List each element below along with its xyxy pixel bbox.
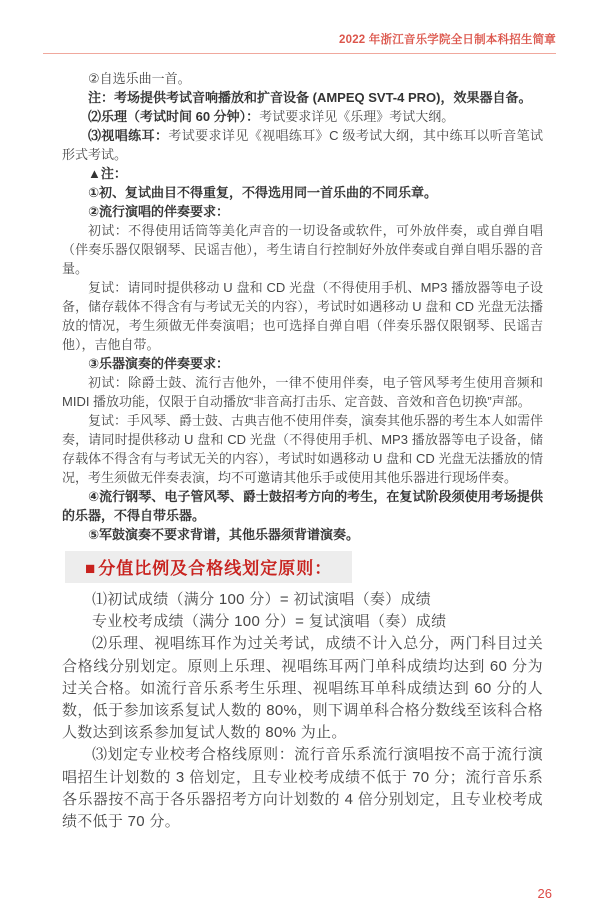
document-title: 2022 年浙江音乐学院全日制本科招生简章 xyxy=(339,34,556,46)
paragraph: 专业校考成绩（满分 100 分）= 复试演唱（奏）成绩 xyxy=(92,613,447,631)
section-heading-label: 分值比例及合格线划定原则： xyxy=(98,559,333,578)
paragraph: ⑤军鼓演奏不要求背谱，其他乐器须背谱演奏。 xyxy=(88,527,360,542)
paragraph: ⑵乐理、视唱练耳作为过关考试，成绩不计入总分，两门科目过关合格线分别划定。原则上乐理、视唱练耳两门单科成绩均达到 60 分为过关合格。如流行音乐系考生乐理、视唱练耳单科成绩达到 60 分的人数，低于参加该系复试人数的 80%，则下调单科合格分数线至该科合格人数达到该系参加复试人数的 80% 为止。 xyxy=(62,635,543,742)
paragraph: ③乐器演奏的伴奏要求： xyxy=(88,356,230,371)
paragraph: ⑵乐理（考试时间 60 分钟）：考试要求详见《乐理》考试大纲。 xyxy=(88,109,455,124)
page-number: 26 xyxy=(537,886,552,901)
square-bullet-icon: ■ xyxy=(85,559,97,578)
paragraph: 注：考场提供考试音响播放和扩音设备 (AMPEQ SVT-4 PRO)，效果器自备。 xyxy=(88,90,532,105)
paragraph: 复试：请同时提供移动 U 盘和 CD 光盘（不得使用手机、MP3 播放器等电子设备，储存载体不得含有与考试无关的内容），考试时如遇移动 U 盘和 CD 光盘无法播放的情况，考生须做无伴奏演唱；也可选择自弹自唱（伴奏乐器仅限钢琴、民谣吉他），吉他自带。 xyxy=(62,280,543,352)
paragraph: ②流行演唱的伴奏要求： xyxy=(88,204,230,219)
paragraph: 初试：不得使用话筒等美化声音的一切设备或软件，可外放伴奏，或自弹自唱（伴奏乐器仅限钢琴、民谣吉他），考生请自行控制好外放伴奏或自弹自唱乐器的音量。 xyxy=(62,223,543,276)
section-heading xyxy=(65,551,352,583)
paragraph: ⑶视唱练耳：考试要求详见《视唱练耳》C 级考试大纲，其中练耳以听音笔试形式考试。 xyxy=(62,128,543,162)
section-heading-row xyxy=(65,551,543,583)
paragraph: 复试：手风琴、爵士鼓、古典吉他不使用伴奏，演奏其他乐器的考生本人如需伴奏，请同时提供移动 U 盘和 CD 光盘（不得使用手机、MP3 播放器等电子设备，储存载体不得含有与考试无关的内容），考试时如遇移动 U 盘和 CD 光盘无法播放的情况，考生须做无伴奏表演，均不可邀请其他乐手或使用其他乐器进行现场伴奏。 xyxy=(62,413,544,485)
paragraph: ▲注： xyxy=(88,166,127,181)
paragraph: ④流行钢琴、电子管风琴、爵士鼓招考方向的考生，在复试阶段须使用考场提供的乐器，不得自带乐器。 xyxy=(62,489,543,523)
paragraph: ②自选乐曲一首。 xyxy=(88,71,191,86)
paragraph: ⑶划定专业校考合格线原则：流行音乐系流行演唱按不高于流行演唱招生计划数的 3 倍划定，且专业校考成绩不低于 70 分；流行音乐系各乐器按不高于各乐器招考方向计划数的 4 倍分别划定，且专业校考成绩不低于 70 分。 xyxy=(62,746,543,831)
page-header xyxy=(43,0,556,54)
paragraph: ①初、复试曲目不得重复，不得选用同一首乐曲的不同乐章。 xyxy=(88,185,438,200)
page-content xyxy=(62,69,543,833)
paragraph: 初试：除爵士鼓、流行吉他外，一律不使用伴奏，电子管风琴考生使用音频和 MIDI 播放功能，仅限于自动播放“非音高打击乐、定音鼓、音效和音色切换”声部。 xyxy=(62,375,543,409)
paragraph: ⑴初试成绩（满分 100 分）= 初试演唱（奏）成绩 xyxy=(92,591,432,608)
